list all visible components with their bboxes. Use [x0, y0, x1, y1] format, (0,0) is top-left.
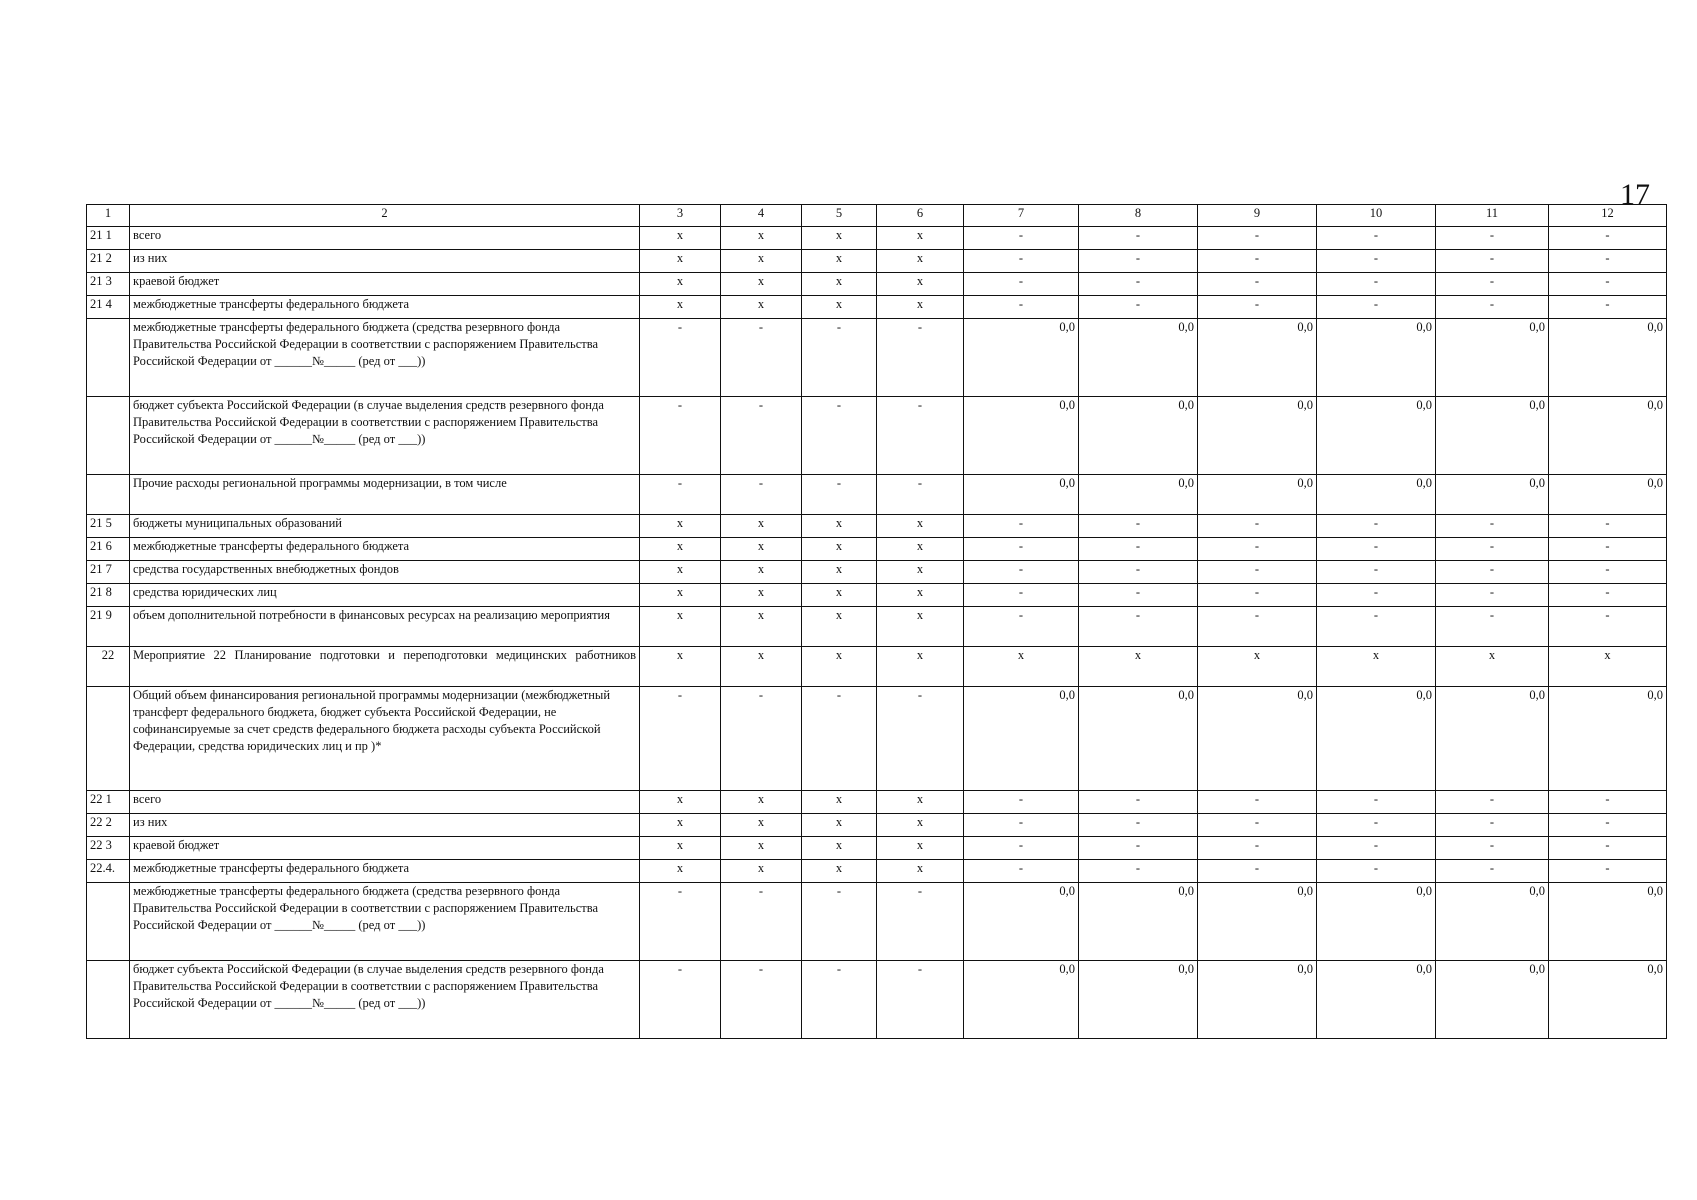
value-cell: - — [1436, 250, 1549, 273]
value-cell: x — [721, 837, 802, 860]
row-number: 22 1 — [87, 791, 130, 814]
value-cell: - — [1549, 296, 1667, 319]
value-cell: 0,0 — [1198, 687, 1317, 791]
value-cell: 0,0 — [1198, 397, 1317, 475]
value-cell: 0,0 — [1436, 319, 1549, 397]
value-cell: 0,0 — [1317, 319, 1436, 397]
value-cell: 0,0 — [964, 397, 1079, 475]
value-cell: 0,0 — [1079, 883, 1198, 961]
value-cell: - — [721, 687, 802, 791]
value-cell: x — [802, 814, 877, 837]
value-cell: x — [640, 561, 721, 584]
value-cell: 0,0 — [1549, 961, 1667, 1039]
value-cell: - — [1549, 607, 1667, 647]
value-cell: - — [1436, 814, 1549, 837]
value-cell: x — [964, 647, 1079, 687]
value-cell: 0,0 — [1436, 961, 1549, 1039]
value-cell: x — [802, 538, 877, 561]
value-cell: x — [877, 860, 964, 883]
value-cell: x — [877, 647, 964, 687]
value-cell: x — [640, 250, 721, 273]
value-cell: x — [721, 296, 802, 319]
value-cell: - — [964, 837, 1079, 860]
table-row — [87, 515, 1667, 538]
value-cell: - — [964, 515, 1079, 538]
value-cell: - — [721, 397, 802, 475]
value-cell: - — [721, 319, 802, 397]
value-cell: - — [1549, 860, 1667, 883]
value-cell: x — [721, 584, 802, 607]
value-cell: - — [1549, 250, 1667, 273]
value-cell: 0,0 — [1549, 319, 1667, 397]
row-label: из них — [130, 814, 640, 837]
value-cell: x — [802, 837, 877, 860]
row-label: краевой бюджет — [130, 837, 640, 860]
value-cell: - — [1079, 584, 1198, 607]
value-cell: 0,0 — [1549, 883, 1667, 961]
value-cell: x — [802, 515, 877, 538]
value-cell: - — [1436, 837, 1549, 860]
row-number — [87, 883, 130, 961]
column-header: 8 — [1079, 205, 1198, 227]
row-label-text: Мероприятие 22 Планирование подготовки и переподготовки медицинских работников — [133, 648, 636, 662]
value-cell: - — [1317, 227, 1436, 250]
value-cell: - — [1436, 860, 1549, 883]
value-cell: 0,0 — [1317, 397, 1436, 475]
value-cell: - — [1436, 584, 1549, 607]
value-cell: - — [1198, 515, 1317, 538]
value-cell: x — [802, 561, 877, 584]
value-cell: - — [1317, 273, 1436, 296]
value-cell: x — [640, 227, 721, 250]
value-cell: - — [1317, 538, 1436, 561]
row-number — [87, 319, 130, 397]
value-cell: 0,0 — [1549, 397, 1667, 475]
value-cell: x — [1436, 647, 1549, 687]
column-header: 5 — [802, 205, 877, 227]
value-cell: - — [721, 883, 802, 961]
value-cell: x — [877, 814, 964, 837]
value-cell: x — [640, 814, 721, 837]
value-cell: x — [721, 791, 802, 814]
value-cell: x — [721, 814, 802, 837]
value-cell: - — [964, 814, 1079, 837]
value-cell: x — [721, 273, 802, 296]
row-number: 21 5 — [87, 515, 130, 538]
value-cell: x — [640, 273, 721, 296]
value-cell: x — [721, 538, 802, 561]
value-cell: - — [1079, 561, 1198, 584]
value-cell: 0,0 — [1079, 687, 1198, 791]
value-cell: - — [1436, 515, 1549, 538]
value-cell: x — [877, 296, 964, 319]
value-cell: - — [640, 397, 721, 475]
table-row — [87, 607, 1667, 647]
table-row — [87, 883, 1667, 961]
value-cell: 0,0 — [1436, 883, 1549, 961]
row-number — [87, 687, 130, 791]
header-row — [87, 205, 1667, 227]
value-cell: 0,0 — [1079, 475, 1198, 515]
row-number: 21 3 — [87, 273, 130, 296]
value-cell: - — [1317, 837, 1436, 860]
row-label: бюджет субъекта Российской Федерации (в случае выделения средств резервного фонда Правительства Российской Федерации в соответствии с распоряжением Правительства Российской Федерации от ______№_____ (ред от ___)) — [130, 397, 640, 475]
value-cell: x — [877, 584, 964, 607]
value-cell: 0,0 — [1198, 883, 1317, 961]
value-cell: - — [1079, 250, 1198, 273]
value-cell: - — [964, 607, 1079, 647]
table-row — [87, 475, 1667, 515]
value-cell: - — [1549, 791, 1667, 814]
column-header: 3 — [640, 205, 721, 227]
page-number: 17 — [1620, 178, 1650, 211]
row-label: Прочие расходы региональной программы модернизации, в том числе — [130, 475, 640, 515]
row-label: межбюджетные трансферты федерального бюджета — [130, 860, 640, 883]
value-cell: x — [721, 561, 802, 584]
value-cell: x — [877, 250, 964, 273]
value-cell: 0,0 — [964, 475, 1079, 515]
value-cell: - — [877, 475, 964, 515]
value-cell: - — [1198, 296, 1317, 319]
value-cell: x — [802, 607, 877, 647]
value-cell: - — [1079, 273, 1198, 296]
value-cell: - — [1549, 837, 1667, 860]
value-cell: - — [802, 319, 877, 397]
value-cell: x — [640, 515, 721, 538]
value-cell: 0,0 — [964, 883, 1079, 961]
value-cell: - — [1549, 515, 1667, 538]
row-label: бюджет субъекта Российской Федерации (в случае выделения средств резервного фонда Правительства Российской Федерации в соответствии с распоряжением Правительства Российской Федерации от ______№_____ (ред от ___)) — [130, 961, 640, 1039]
value-cell: x — [640, 538, 721, 561]
table-row — [87, 860, 1667, 883]
row-label — [130, 647, 640, 687]
value-cell: - — [721, 961, 802, 1039]
value-cell: - — [1198, 538, 1317, 561]
value-cell: - — [1549, 584, 1667, 607]
value-cell: - — [1198, 837, 1317, 860]
value-cell: - — [877, 319, 964, 397]
value-cell: - — [802, 475, 877, 515]
row-label: краевой бюджет — [130, 273, 640, 296]
value-cell: x — [721, 227, 802, 250]
row-number: 21 7 — [87, 561, 130, 584]
value-cell: 0,0 — [1436, 397, 1549, 475]
value-cell: - — [1198, 860, 1317, 883]
value-cell: 0,0 — [964, 687, 1079, 791]
column-header: 4 — [721, 205, 802, 227]
value-cell: 0,0 — [964, 319, 1079, 397]
value-cell: 0,0 — [1317, 883, 1436, 961]
value-cell: - — [877, 883, 964, 961]
row-label: всего — [130, 227, 640, 250]
value-cell: - — [1198, 561, 1317, 584]
value-cell: - — [1317, 250, 1436, 273]
value-cell: - — [1436, 538, 1549, 561]
value-cell: - — [1549, 814, 1667, 837]
value-cell: 0,0 — [964, 961, 1079, 1039]
value-cell: - — [640, 319, 721, 397]
table-row — [87, 227, 1667, 250]
table-row — [87, 814, 1667, 837]
column-header: 1 — [87, 205, 130, 227]
value-cell: - — [877, 961, 964, 1039]
value-cell: - — [1317, 860, 1436, 883]
value-cell: - — [802, 397, 877, 475]
value-cell: x — [640, 791, 721, 814]
value-cell: x — [721, 607, 802, 647]
value-cell: - — [1079, 814, 1198, 837]
row-label: всего — [130, 791, 640, 814]
value-cell: - — [877, 687, 964, 791]
row-number: 21 2 — [87, 250, 130, 273]
value-cell: - — [964, 561, 1079, 584]
table-row — [87, 791, 1667, 814]
table-row — [87, 273, 1667, 296]
value-cell: 0,0 — [1549, 687, 1667, 791]
row-label: объем дополнительной потребности в финансовых ресурсах на реализацию мероприятия — [130, 607, 640, 647]
row-label: межбюджетные трансферты федерального бюджета (средства резервного фонда Правительства Российской Федерации в соответствии с распоряжением Правительства Российской Федерации от ______№_____ (ред от ___)) — [130, 883, 640, 961]
value-cell: x — [640, 860, 721, 883]
value-cell: x — [802, 647, 877, 687]
row-label: межбюджетные трансферты федерального бюджета — [130, 296, 640, 319]
value-cell: x — [1317, 647, 1436, 687]
column-header: 7 — [964, 205, 1079, 227]
value-cell: - — [1198, 273, 1317, 296]
row-number: 22 — [87, 647, 130, 687]
row-number: 22 3 — [87, 837, 130, 860]
value-cell: - — [1317, 791, 1436, 814]
value-cell: - — [964, 250, 1079, 273]
value-cell: x — [802, 584, 877, 607]
value-cell: - — [1198, 250, 1317, 273]
value-cell: x — [640, 837, 721, 860]
table-row — [87, 250, 1667, 273]
value-cell: x — [877, 273, 964, 296]
table-row — [87, 837, 1667, 860]
value-cell: 0,0 — [1317, 687, 1436, 791]
table-row — [87, 961, 1667, 1039]
value-cell: - — [1079, 227, 1198, 250]
value-cell: - — [1317, 561, 1436, 584]
row-number — [87, 475, 130, 515]
value-cell: 0,0 — [1317, 475, 1436, 515]
value-cell: - — [1317, 515, 1436, 538]
table-row — [87, 538, 1667, 561]
value-cell: x — [877, 837, 964, 860]
value-cell: x — [802, 250, 877, 273]
value-cell: - — [1549, 273, 1667, 296]
value-cell: x — [721, 647, 802, 687]
value-cell: - — [1436, 561, 1549, 584]
value-cell: - — [1436, 227, 1549, 250]
value-cell: 0,0 — [1317, 961, 1436, 1039]
row-label: Общий объем финансирования региональной программы модернизации (межбюджетный трансферт федерального бюджета, бюджет субъекта Российской Федерации, не софинансируемые за счет средств федерального бюджета расходы субъекта Российской Федерации, средства юридических лиц и пр )* — [130, 687, 640, 791]
value-cell: 0,0 — [1436, 687, 1549, 791]
value-cell: 0,0 — [1079, 319, 1198, 397]
value-cell: - — [1317, 814, 1436, 837]
value-cell: x — [640, 647, 721, 687]
table-row — [87, 319, 1667, 397]
value-cell: x — [640, 296, 721, 319]
value-cell: - — [877, 397, 964, 475]
value-cell: - — [1079, 860, 1198, 883]
value-cell: x — [877, 538, 964, 561]
value-cell: 0,0 — [1198, 475, 1317, 515]
table-row — [87, 647, 1667, 687]
value-cell: 0,0 — [1079, 961, 1198, 1039]
row-number: 22.4. — [87, 860, 130, 883]
value-cell: x — [802, 296, 877, 319]
value-cell: - — [1198, 227, 1317, 250]
value-cell: - — [1549, 538, 1667, 561]
value-cell: - — [640, 883, 721, 961]
value-cell: - — [1549, 227, 1667, 250]
value-cell: - — [721, 475, 802, 515]
value-cell: x — [640, 607, 721, 647]
value-cell: - — [964, 791, 1079, 814]
value-cell: - — [1198, 814, 1317, 837]
column-header: 2 — [130, 205, 640, 227]
value-cell: - — [1079, 837, 1198, 860]
value-cell: 0,0 — [1198, 961, 1317, 1039]
table-row — [87, 397, 1667, 475]
value-cell: - — [964, 296, 1079, 319]
value-cell: - — [1436, 791, 1549, 814]
column-header: 9 — [1198, 205, 1317, 227]
value-cell: - — [1317, 584, 1436, 607]
value-cell: x — [877, 227, 964, 250]
value-cell: - — [1079, 607, 1198, 647]
value-cell: 0,0 — [1079, 397, 1198, 475]
value-cell: - — [1549, 561, 1667, 584]
value-cell: x — [640, 584, 721, 607]
value-cell: 0,0 — [1549, 475, 1667, 515]
value-cell: - — [964, 538, 1079, 561]
value-cell: - — [1436, 273, 1549, 296]
row-label: средства юридических лиц — [130, 584, 640, 607]
value-cell: - — [640, 475, 721, 515]
value-cell: - — [1317, 607, 1436, 647]
value-cell: - — [1198, 791, 1317, 814]
value-cell: - — [1079, 538, 1198, 561]
row-number: 21 6 — [87, 538, 130, 561]
value-cell: x — [1079, 647, 1198, 687]
value-cell: x — [877, 515, 964, 538]
row-number: 21 8 — [87, 584, 130, 607]
row-label: межбюджетные трансферты федерального бюджета — [130, 538, 640, 561]
value-cell: - — [802, 687, 877, 791]
value-cell: x — [802, 791, 877, 814]
value-cell: - — [802, 883, 877, 961]
row-number: 21 9 — [87, 607, 130, 647]
row-label: межбюджетные трансферты федерального бюджета (средства резервного фонда Правительства Российской Федерации в соответствии с распоряжением Правительства Российской Федерации от ______№_____ (ред от ___)) — [130, 319, 640, 397]
value-cell: x — [877, 607, 964, 647]
value-cell: - — [802, 961, 877, 1039]
value-cell: x — [721, 250, 802, 273]
value-cell: x — [802, 227, 877, 250]
row-label: бюджеты муниципальных образований — [130, 515, 640, 538]
value-cell: - — [964, 273, 1079, 296]
value-cell: - — [1436, 296, 1549, 319]
column-header: 11 — [1436, 205, 1549, 227]
value-cell: x — [721, 515, 802, 538]
value-cell: - — [1079, 515, 1198, 538]
row-number: 22 2 — [87, 814, 130, 837]
value-cell: - — [1198, 607, 1317, 647]
value-cell: - — [1198, 584, 1317, 607]
value-cell: - — [640, 961, 721, 1039]
value-cell: - — [964, 227, 1079, 250]
value-cell: 0,0 — [1436, 475, 1549, 515]
value-cell: - — [964, 860, 1079, 883]
row-number: 21 4 — [87, 296, 130, 319]
value-cell: - — [640, 687, 721, 791]
value-cell: x — [802, 860, 877, 883]
value-cell: - — [1079, 791, 1198, 814]
table-row — [87, 561, 1667, 584]
value-cell: x — [721, 860, 802, 883]
value-cell: - — [964, 584, 1079, 607]
table-row — [87, 687, 1667, 791]
row-label: средства государственных внебюджетных фондов — [130, 561, 640, 584]
value-cell: x — [802, 273, 877, 296]
table-row — [87, 584, 1667, 607]
column-header: 12 — [1549, 205, 1667, 227]
table-row — [87, 296, 1667, 319]
row-number — [87, 397, 130, 475]
column-header: 10 — [1317, 205, 1436, 227]
value-cell: x — [877, 791, 964, 814]
value-cell: 0,0 — [1198, 319, 1317, 397]
row-number: 21 1 — [87, 227, 130, 250]
value-cell: - — [1079, 296, 1198, 319]
value-cell: x — [877, 561, 964, 584]
value-cell: x — [1198, 647, 1317, 687]
budget-table — [86, 204, 1667, 1039]
column-header: 6 — [877, 205, 964, 227]
row-number — [87, 961, 130, 1039]
value-cell: x — [1549, 647, 1667, 687]
row-label: из них — [130, 250, 640, 273]
value-cell: - — [1317, 296, 1436, 319]
value-cell: - — [1436, 607, 1549, 647]
